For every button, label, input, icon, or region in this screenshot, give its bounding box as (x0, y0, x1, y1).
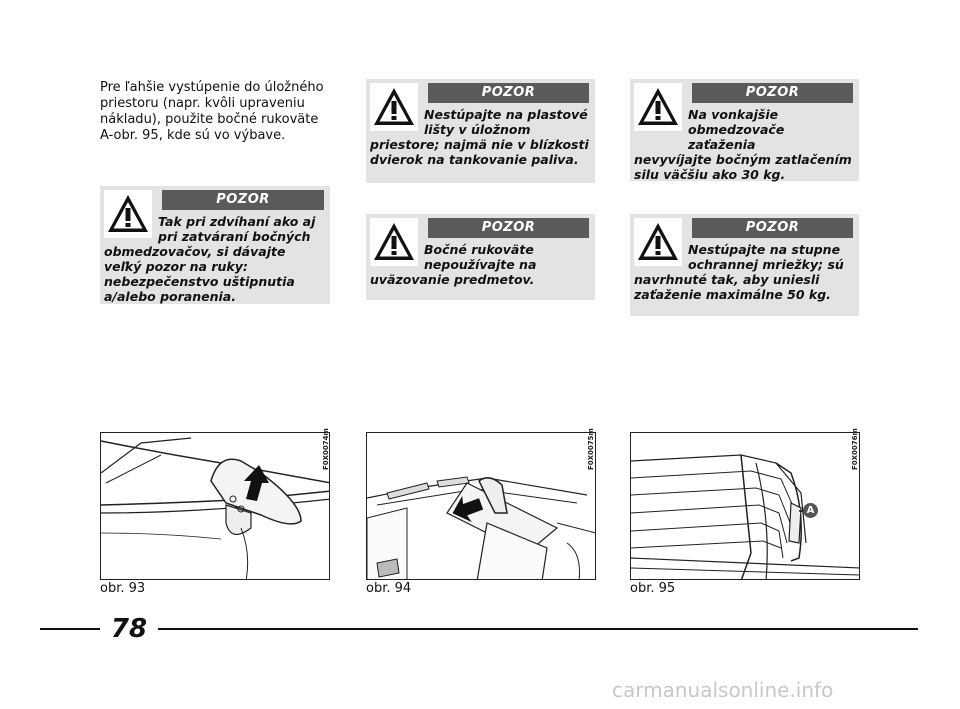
warning-header: POZOR (428, 218, 589, 238)
intro-paragraph: Pre ľahšie vystúpenie do úložného priestoru (napr. kvôli upraveniu nákladu), použite bočné rukoväte A-obr. 95, kde sú vo výbave. (100, 80, 324, 143)
warning-header: POZOR (692, 83, 853, 103)
warning-header: POZOR (692, 218, 853, 238)
watermark: carmanualsonline.info (612, 678, 834, 702)
warning-triangle-icon (370, 83, 418, 131)
warning-box (100, 186, 330, 304)
page-number: 78 (110, 614, 148, 644)
figure-code: F0X0074m (322, 428, 330, 470)
warning-text-lead: Bočné rukoväte nepoužívajte na (424, 242, 537, 272)
warning-text: navrhnuté tak, aby uniesli zaťaženie maximálne 50 kg. (634, 272, 831, 302)
warning-text-lead: Na vonkajšie obmedzovače zaťaženia (688, 107, 785, 152)
warning-box (630, 79, 859, 181)
figure-95 (630, 432, 860, 580)
warning-box (630, 214, 859, 316)
warning-triangle-icon (634, 218, 682, 266)
warning-text: obmedzovačov, si dávajte veľký pozor na ruky: nebezpečenstvo uštipnutia a/alebo poranenia. (104, 244, 295, 304)
warning-text: uväzovanie predmetov. (370, 272, 535, 287)
callout-label-a-text: A (806, 505, 815, 516)
warning-header: POZOR (162, 190, 324, 210)
footer-rule-right (158, 628, 918, 630)
warning-triangle-icon (104, 190, 152, 238)
warning-box (366, 79, 595, 183)
side-handle-illustration (367, 433, 596, 580)
warning-text-lead: Nestúpajte na plastové lišty v úložnom (424, 107, 588, 137)
roll-bar-handle-illustration (631, 433, 860, 580)
warning-triangle-icon (370, 218, 418, 266)
callout-label-a (803, 503, 818, 518)
warning-text: priestore; najmä nie v blízkosti dvierok na tankovanie paliva. (370, 137, 589, 167)
figure-code: F0X0076m (851, 428, 859, 470)
warning-box (366, 214, 595, 300)
roof-rail-handle-illustration (101, 433, 330, 580)
figure-caption: obr. 93 (100, 581, 146, 596)
figure-caption: obr. 95 (630, 581, 676, 596)
figure-code: F0X0075m (587, 428, 595, 470)
warning-header: POZOR (428, 83, 589, 103)
warning-text-lead: Nestúpajte na stupne ochrannej mriežky; sú (688, 242, 844, 272)
figure-caption: obr. 94 (366, 581, 412, 596)
footer-rule-left (40, 628, 100, 630)
warning-text-lead: Tak pri zdvíhaní ako aj pri zatváraní bočných (158, 214, 316, 244)
warning-text: nevyvíjajte bočným zatlačením silu väčšiu ako 30 kg. (634, 152, 852, 182)
warning-triangle-icon (634, 83, 682, 131)
figure-94 (366, 432, 596, 580)
figure-93 (100, 432, 330, 580)
